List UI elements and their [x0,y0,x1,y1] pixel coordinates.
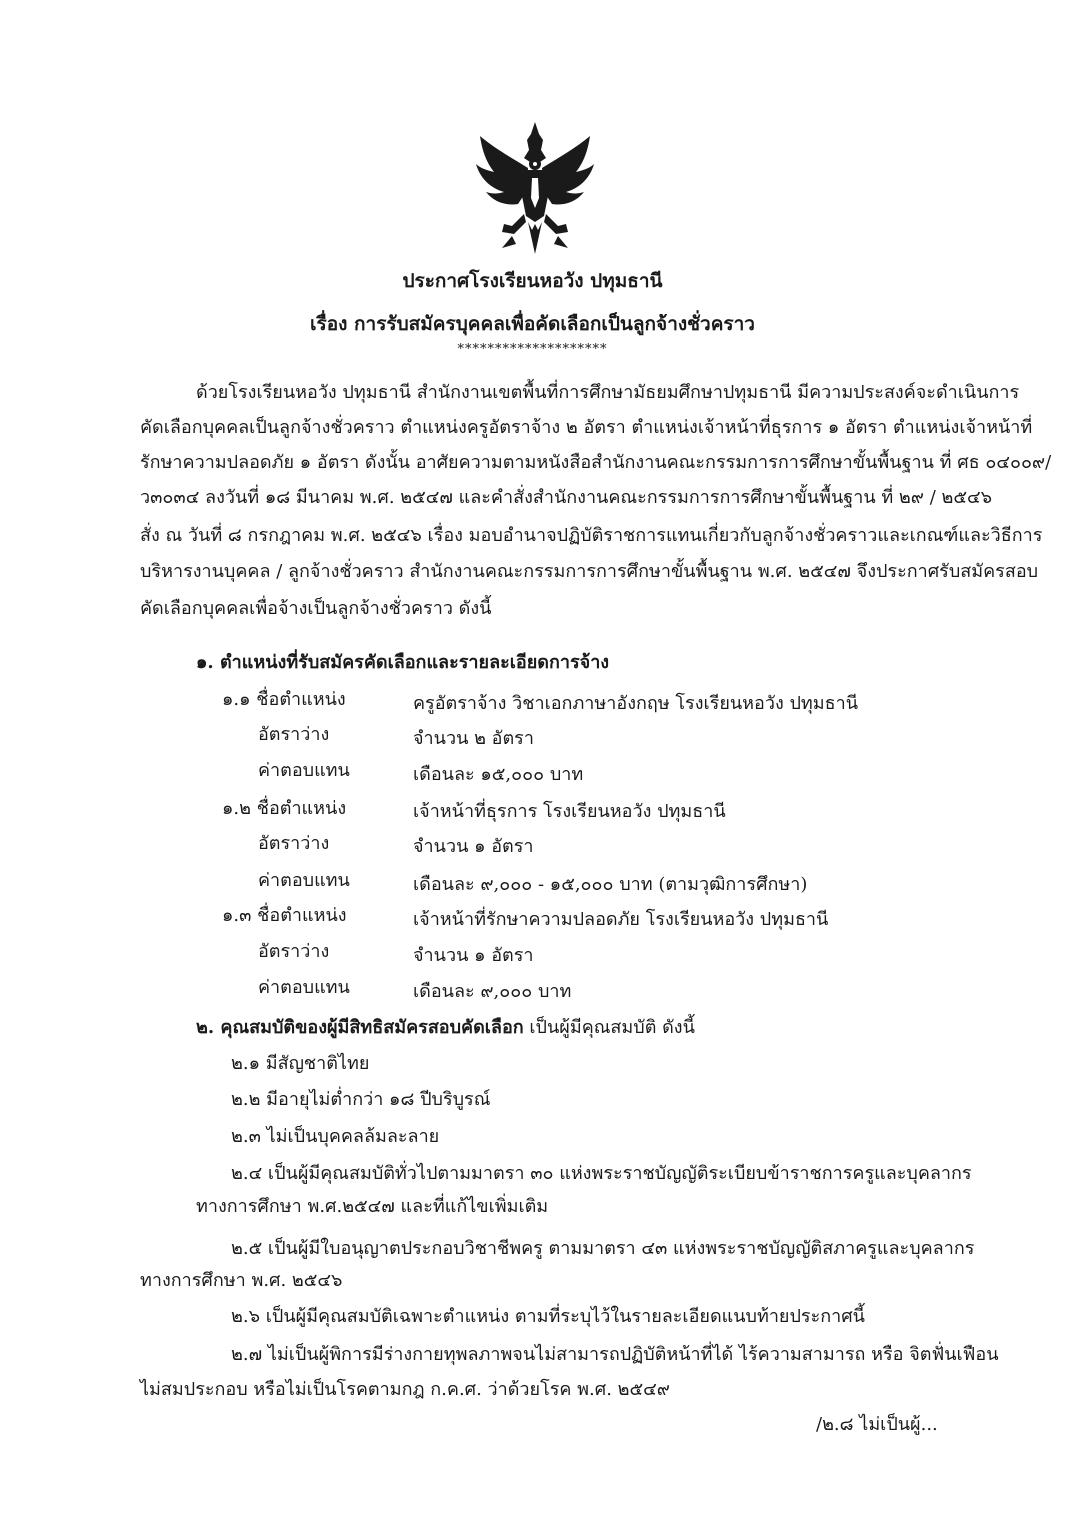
garuda-emblem-icon [472,118,598,258]
section2-heading-bold: ๒. คุณสมบัติของผู้มีสิทธิสมัครสอบคัดเลือก [196,1017,524,1038]
qualification-item: ๒.๔ เป็นผู้มีคุณสมบัติทั่วไปตามมาตรา ๓๐ แห่งพระราชบัญญัติระเบียบข้าราชการครูและบุคลากร [231,1163,972,1184]
page-continuation: /๒.๘ ไม่เป็นผู้... [816,1414,938,1435]
qualification-item: ๒.๕ เป็นผู้มีใบอนุญาตประกอบวิชาชีพครู ตามมาตรา ๔๓ แห่งพระราชบัญญัติสภาครูและบุคลากร [231,1238,975,1259]
qualification-item: ๒.๗ ไม่เป็นผู้พิการมีร่างกายทุพลภาพจนไม่สามารถปฏิบัติหน้าที่ได้ ไร้ความสามารถ หรือ จิตฟั่นเฟือน [231,1344,999,1365]
qualification-item: ๒.๒ มีอายุไม่ต่ำกว่า ๑๘ ปีบริบูรณ์ [231,1089,491,1110]
pay-value: เดือนละ ๙,๐๐๐ - ๑๕,๐๐๐ บาท (ตามวุฒิการศึกษา) [413,874,808,895]
intro-line: คัดเลือกบุคคลเพื่อจ้างเป็นลูกจ้างชั่วคราว ดังนี้ [140,598,492,619]
pay-label: ค่าตอบแทน [258,760,350,781]
qualification-item-cont: ทางการศึกษา พ.ศ. ๒๕๔๖ [140,1270,343,1291]
position-label: ๑.๓ ชื่อตำแหน่ง [222,905,347,926]
intro-line: สั่ง ณ วันที่ ๘ กรกฎาคม พ.ศ. ๒๕๔๖ เรื่อง มอบอำนาจปฏิบัติราชการแทนเกี่ยวกับลูกจ้างชั่วคราวและเกณฑ์และวิธีการ [140,525,1043,546]
intro-line: คัดเลือกบุคคลเป็นลูกจ้างชั่วคราว ตำแหน่งครูอัตราจ้าง ๒ อัตรา ตำแหน่งเจ้าหน้าที่ธุรการ ๑ อัตรา ตำแหน่งเจ้าหน้าที่ [140,417,1033,438]
pay-value: เดือนละ ๑๕,๐๐๐ บาท [413,764,584,785]
title-separator: ******************** [457,342,608,357]
vacancy-label: อัตราว่าง [258,724,330,745]
vacancy-label: อัตราว่าง [258,833,330,854]
vacancy-value: จำนวน ๒ อัตรา [413,728,534,749]
intro-line: ด้วยโรงเรียนหอวัง ปทุมธานี สำนักงานเขตพื้นที่การศึกษามัธยมศึกษาปทุมธานี มีความประสงค์จะดำเนินการ [196,382,1020,403]
pay-label: ค่าตอบแทน [258,870,350,891]
position-value: ครูอัตราจ้าง วิชาเอกภาษาอังกฤษ โรงเรียนหอวัง ปทุมธานี [413,693,859,714]
pay-label: ค่าตอบแทน [258,977,350,998]
qualification-item: ๒.๑ มีสัญชาติไทย [231,1053,370,1074]
intro-line: บริหารงานบุคคล / ลูกจ้างชั่วคราว สำนักงานคณะกรรมการการศึกษาขั้นพื้นฐาน พ.ศ. ๒๕๔๗ จึงประกาศรับสมัครสอบ [140,561,1039,582]
vacancy-value: จำนวน ๑ อัตรา [413,945,534,966]
intro-line: รักษาความปลอดภัย ๑ อัตรา ดังนั้น อาศัยความตามหนังสือสำนักงานคณะกรรมการการศึกษาขั้นพื้นฐาน ที่ ศธ ๐๔๐๐๙/ [140,452,1052,473]
intro-line: ว๓๐๓๔ ลงวันที่ ๑๘ มีนาคม พ.ศ. ๒๕๔๗ และคำสั่งสำนักงานคณะกรรมการการศึกษาขั้นพื้นฐาน ที่ ๒๙ / ๒๕๔๖ [140,487,993,508]
position-label: ๑.๑ ชื่อตำแหน่ง [222,689,346,710]
section2-heading-tail: เป็นผู้มีคุณสมบัติ ดังนี้ [523,1017,695,1038]
qualification-item: ๒.๖ เป็นผู้มีคุณสมบัติเฉพาะตำแหน่ง ตามที่ระบุไว้ในรายละเอียดแนบท้ายประกาศนี้ [231,1306,865,1327]
announcement-title: ประกาศโรงเรียนหอวัง ปทุมธานี [402,270,663,292]
qualification-item-cont: ทางการศึกษา พ.ศ.๒๕๔๗ และที่แก้ไขเพิ่มเติม [196,1196,549,1217]
position-value: เจ้าหน้าที่รักษาความปลอดภัย โรงเรียนหอวัง ปทุมธานี [413,909,829,930]
section2-heading [196,1016,695,1040]
pay-value: เดือนละ ๙,๐๐๐ บาท [413,981,572,1002]
position-value: เจ้าหน้าที่ธุรการ โรงเรียนหอวัง ปทุมธานี [413,801,726,822]
announcement-subject: เรื่อง การรับสมัครบุคคลเพื่อคัดเลือกเป็นลูกจ้างชั่วคราว [310,313,755,335]
vacancy-label: อัตราว่าง [258,941,330,962]
section1-heading: ๑. ตำแหน่งที่รับสมัครคัดเลือกและรายละเอียดการจ้าง [196,652,610,673]
vacancy-value: จำนวน ๑ อัตรา [413,836,534,857]
qualification-item-cont: ไม่สมประกอบ หรือไม่เป็นโรคตามกฎ ก.ค.ศ. ว่าด้วยโรค พ.ศ. ๒๕๔๙ [140,1379,670,1400]
position-label: ๑.๒ ชื่อตำแหน่ง [222,798,347,819]
qualification-item: ๒.๓ ไม่เป็นบุคคลล้มละลาย [231,1126,440,1147]
